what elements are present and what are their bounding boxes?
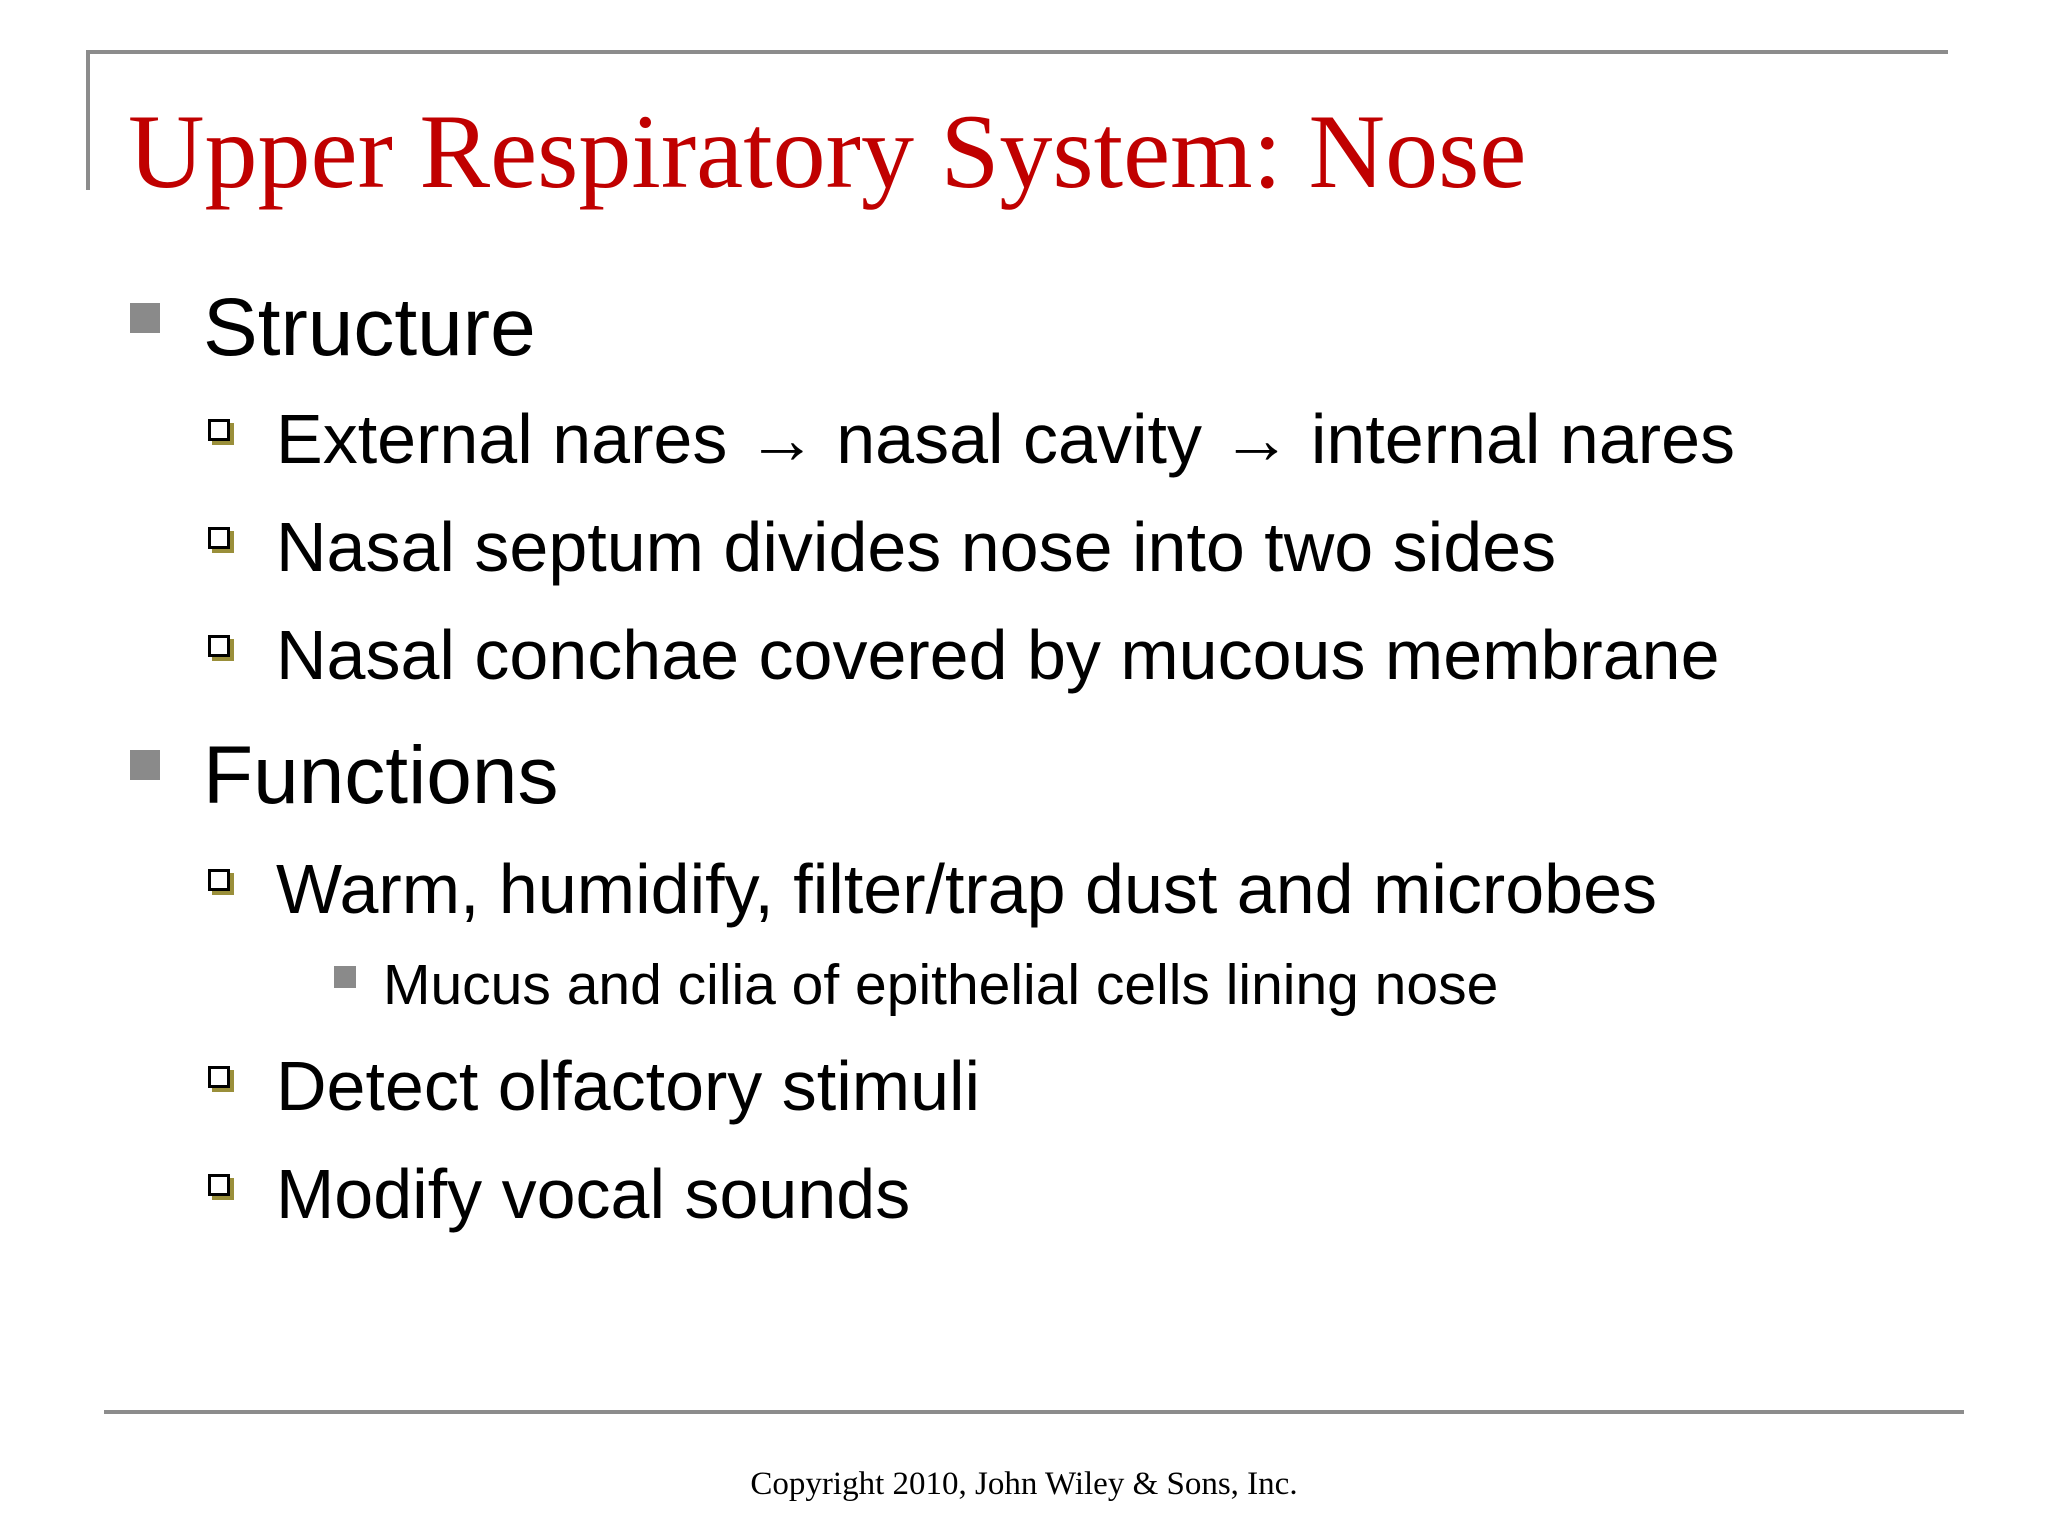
- top-rule: [86, 50, 1948, 54]
- bottom-rule: [104, 1410, 1964, 1414]
- functions-item-3: Modify vocal sounds: [276, 1155, 911, 1233]
- structure-item-2: Nasal septum divides nose into two sides: [276, 508, 1557, 586]
- functions-item-2: Detect olfactory stimuli: [276, 1047, 981, 1125]
- slide-title: Upper Respiratory System: Nose: [128, 93, 1527, 210]
- sub-bullet-icon: [208, 1174, 230, 1196]
- sub-bullet-icon: [208, 419, 230, 441]
- structure-item-1: External nares → nasal cavity → internal nares: [276, 400, 1735, 478]
- copyright-footer: Copyright 2010, John Wiley & Sons, Inc.: [750, 1466, 1298, 1502]
- section-bullet-icon: [130, 750, 160, 780]
- sub-bullet-icon: [208, 1066, 230, 1088]
- sub-bullet-icon: [208, 869, 230, 891]
- functions-item-1: Warm, humidify, filter/trap dust and microbes: [276, 850, 1657, 928]
- sub-bullet-icon: [208, 635, 230, 657]
- sub-bullet-icon: [208, 527, 230, 549]
- structure-item-3: Nasal conchae covered by mucous membrane: [276, 616, 1720, 694]
- section-heading-structure: Structure: [203, 282, 536, 373]
- section-bullet-icon: [130, 303, 160, 333]
- left-rule: [86, 50, 90, 190]
- sub-sub-bullet-icon: [334, 966, 356, 988]
- section-heading-functions: Functions: [203, 730, 559, 821]
- functions-subitem-1: Mucus and cilia of epithelial cells lining nose: [383, 953, 1499, 1017]
